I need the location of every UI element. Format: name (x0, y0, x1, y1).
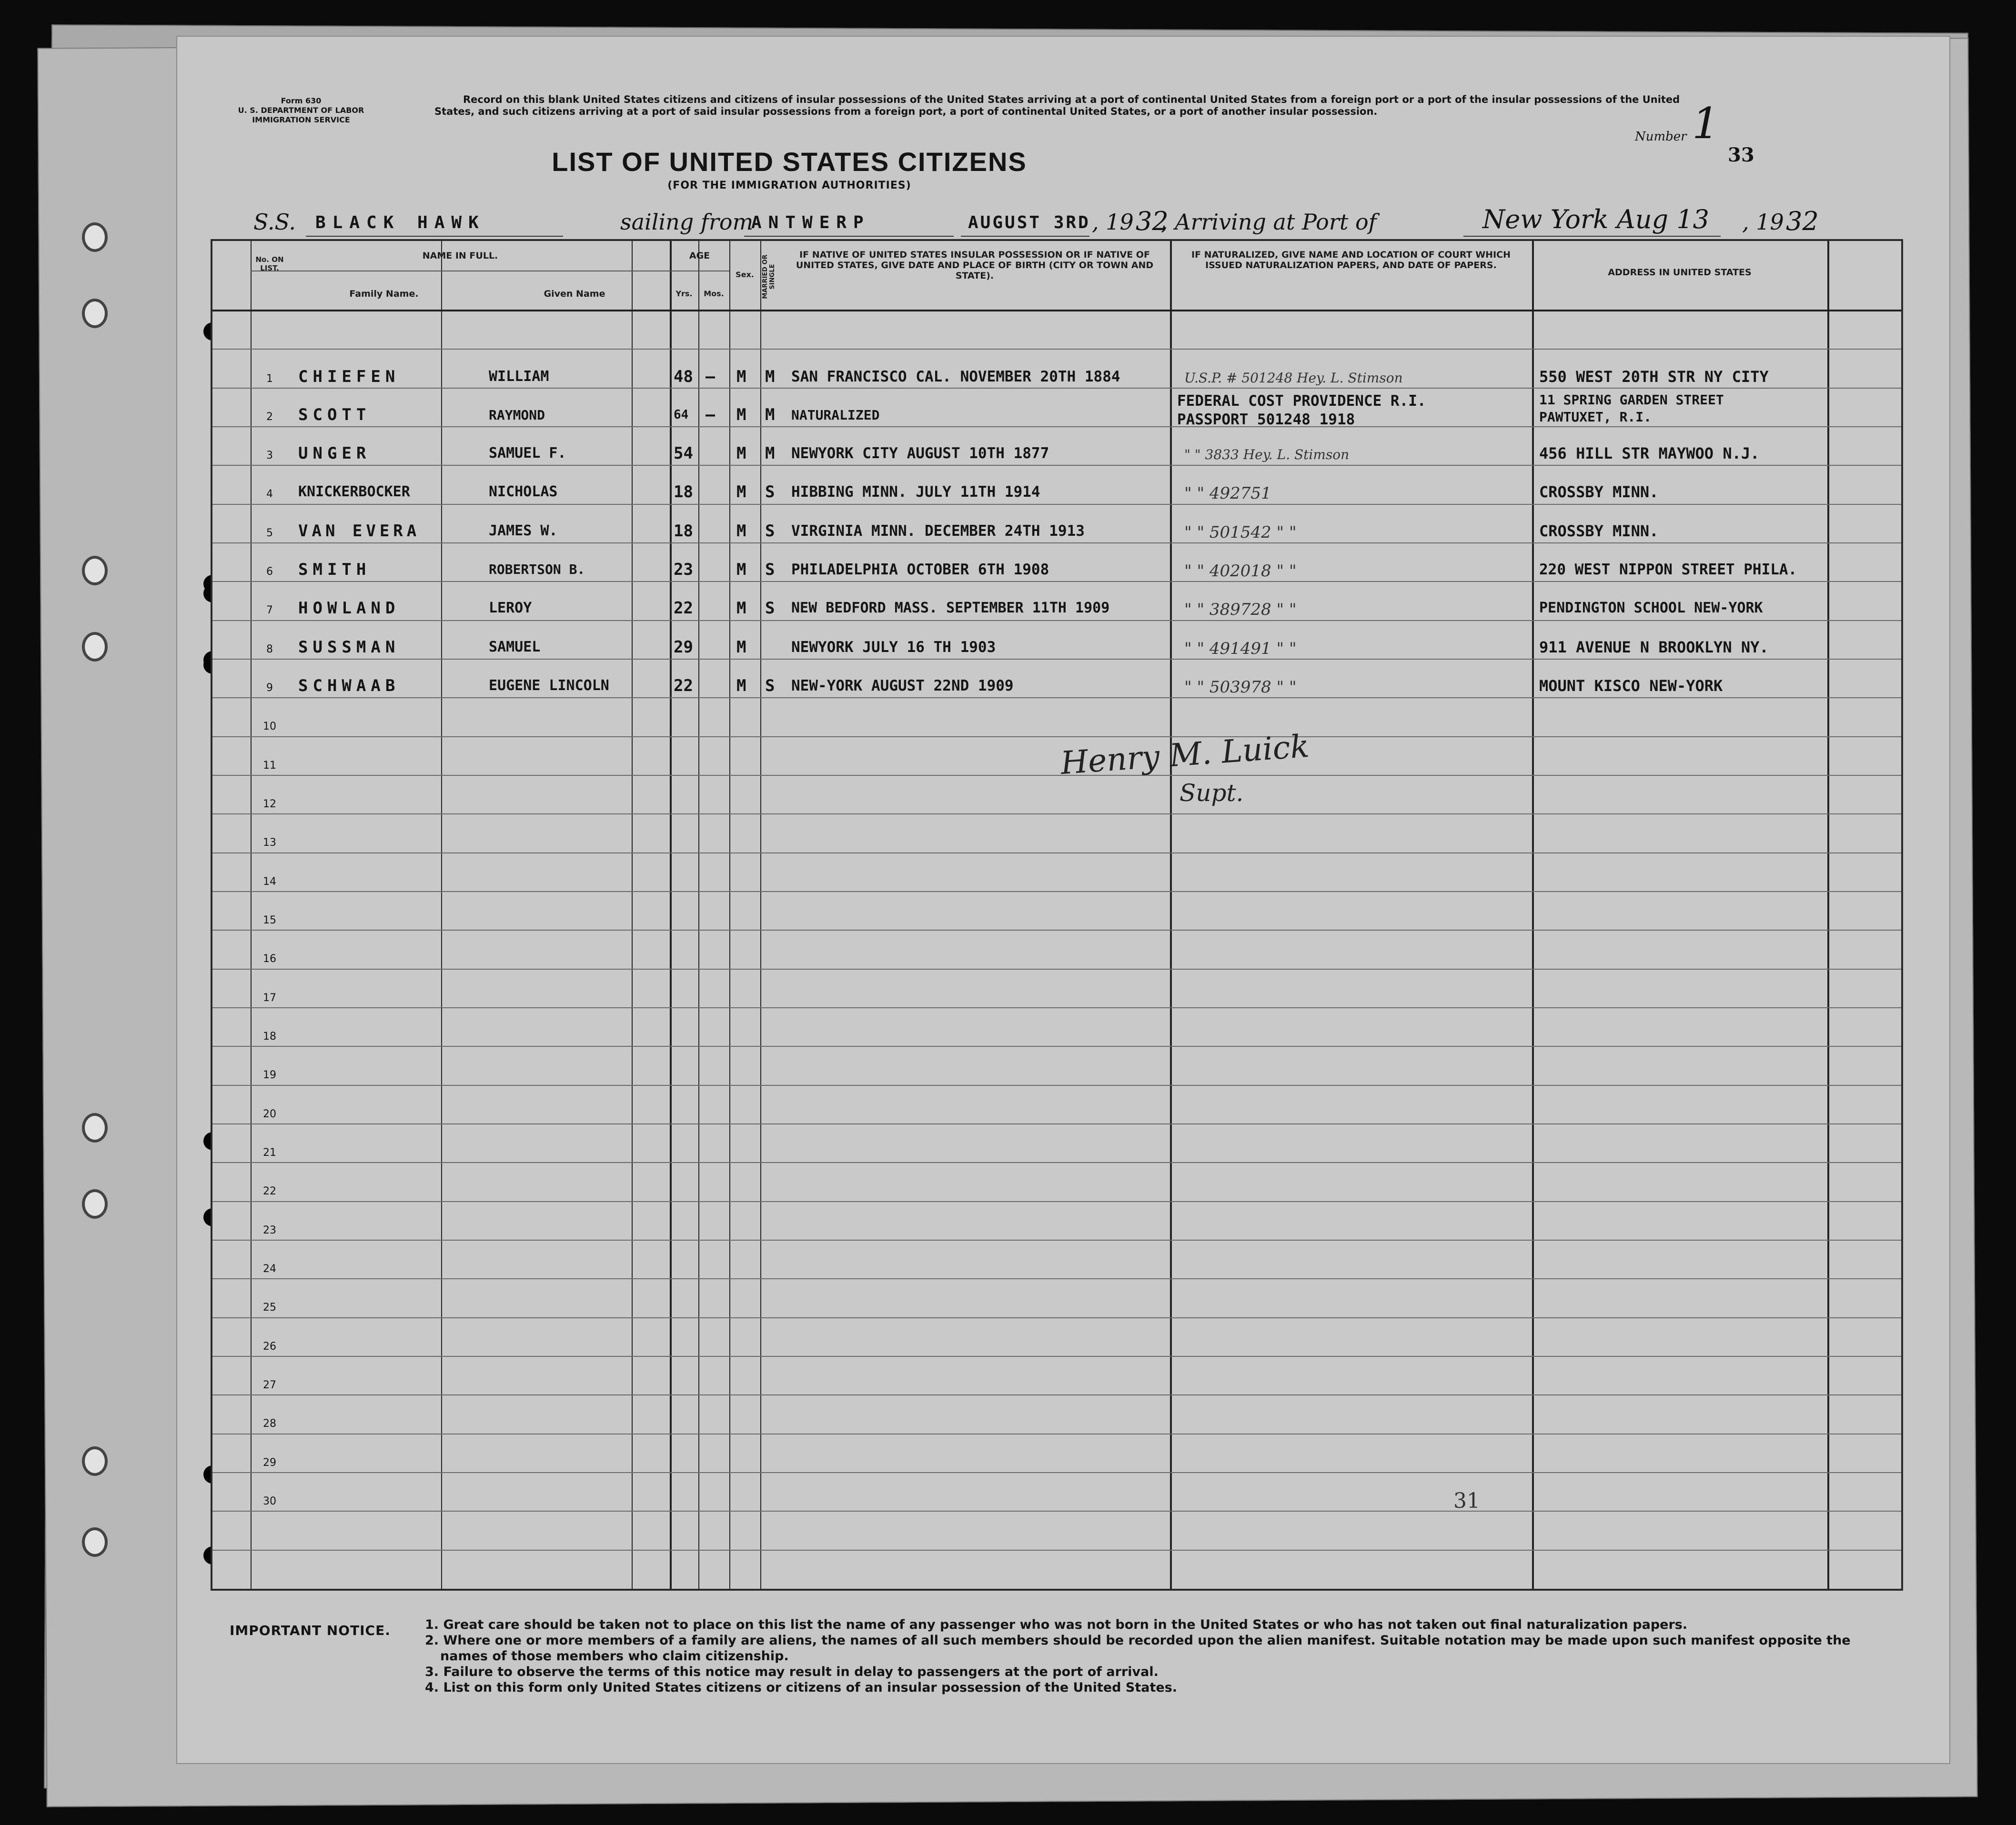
binder-hole (82, 222, 108, 252)
age-years-cell: 22 (674, 599, 693, 618)
birth-cell: SAN FRANCISCO CAL. NOVEMBER 20TH 1884 (791, 368, 1120, 385)
given-name-cell: ROBERTSON B. (489, 562, 585, 577)
officer-signature: Henry M. Luick (1059, 727, 1310, 782)
family-name-cell: KNICKERBOCKER (298, 483, 410, 500)
family-name-cell: VAN EVERA (298, 521, 421, 541)
binder-hole (82, 1113, 108, 1143)
papers-cell: " " 389728 " " (1184, 600, 1297, 619)
marital-status-cell: S (765, 676, 775, 695)
row-number: 16 (263, 953, 276, 965)
binder-hole (82, 1189, 108, 1219)
age-years-cell: 48 (674, 367, 693, 386)
age-years-cell: 23 (674, 560, 693, 579)
address-cell: CROSSBY MINN. (1539, 483, 1659, 501)
row-number: 11 (263, 760, 276, 772)
departure-date: AUGUST 3RD (968, 213, 1090, 232)
family-name-cell: SCOTT (298, 405, 371, 424)
marital-status-cell: S (765, 521, 775, 541)
age-months-cell: – (706, 367, 716, 386)
row-number: 9 (266, 682, 273, 694)
address-cell: CROSSBY MINN. (1539, 522, 1659, 540)
header-birth: IF NATIVE OF UNITED STATES INSULAR POSSESSION OR IF NATIVE OF UNITED STATES, GIVE DATE AND PLACE OF BIRTH (CITY OR TOWN AND STATE). (796, 250, 1154, 281)
marital-status-cell: S (765, 599, 775, 618)
voyage-line (225, 203, 1959, 241)
row-number: 8 (266, 643, 273, 655)
page-title: LIST OF UNITED STATES CITIZENS (552, 147, 1027, 177)
address-cell: 456 HILL STR MAYWOO N.J. (1539, 444, 1760, 462)
citizens-table (211, 239, 1903, 1591)
vessel-name: BLACK HAWK (315, 213, 485, 232)
family-name-cell: SCHWAAB (298, 676, 400, 695)
officer-title: Supt. (1179, 779, 1244, 807)
form-identifier (211, 96, 392, 125)
given-name-cell: RAYMOND (489, 409, 545, 422)
address-line-2-cell: PAWTUXET, R.I. (1539, 411, 1652, 424)
row-number: 20 (263, 1108, 276, 1120)
row-number: 12 (263, 798, 276, 810)
given-name-cell: SAMUEL F. (489, 445, 566, 461)
notice-item: 3. Failure to observe the terms of this notice may result in delay to passengers at the port of arrival. (425, 1665, 1159, 1679)
number-label: Number (1635, 130, 1687, 144)
row-number: 25 (263, 1302, 276, 1314)
row-number: 14 (263, 876, 276, 888)
notice-item: 1. Great care should be taken not to place on this list the name of any passenger who was not born in the United States or who has not taken out final naturalization papers. (425, 1617, 1688, 1632)
number-handwritten: 1 (1692, 99, 1720, 149)
form-number: Form 630 (281, 96, 322, 105)
row-number: 5 (266, 527, 273, 539)
department-name: U. S. DEPARTMENT OF LABOR (238, 106, 364, 115)
header-sex: Sex. (736, 270, 754, 279)
marital-status-cell: M (765, 444, 775, 463)
departure-port: ANTWERP (751, 213, 870, 232)
papers-cell: PASSPORT 501248 1918 (1177, 411, 1355, 428)
row-number: 30 (263, 1495, 276, 1507)
age-years-cell: 54 (674, 444, 693, 463)
sex-cell: M (736, 521, 746, 541)
given-name-cell: LEROY (489, 600, 532, 616)
given-name-cell: NICHOLAS (489, 483, 558, 500)
papers-cell: U.S.P. # 501248 Hey. L. Stimson (1184, 370, 1403, 386)
manifest-page (176, 36, 1950, 1764)
row-number: 19 (263, 1069, 276, 1081)
sex-cell: M (736, 444, 746, 463)
given-name-cell: JAMES W. (489, 522, 558, 539)
binder-hole (82, 1527, 108, 1557)
sex-cell: M (736, 599, 746, 618)
row-number: 27 (263, 1379, 276, 1391)
birth-cell: NEWYORK JULY 16 TH 1903 (791, 639, 996, 656)
papers-cell: " " 503978 " " (1184, 678, 1297, 697)
sex-cell: M (736, 482, 746, 501)
marital-status-cell: M (765, 405, 775, 424)
service-name: IMMIGRATION SERVICE (252, 115, 350, 124)
given-name-cell: SAMUEL (489, 639, 541, 655)
birth-cell: NEWYORK CITY AUGUST 10TH 1877 (791, 445, 1049, 462)
age-years-cell: 18 (674, 482, 693, 501)
family-name-cell: SMITH (298, 560, 371, 579)
birth-cell: VIRGINIA MINN. DECEMBER 24TH 1913 (791, 522, 1085, 540)
birth-cell: HIBBING MINN. JULY 11TH 1914 (791, 483, 1040, 501)
binder-hole (82, 299, 108, 328)
header-naturalized: IF NATURALIZED, GIVE NAME AND LOCATION OF COURT WHICH ISSUED NATURALIZATION PAPERS, AND DATE OF PAPERS. (1191, 250, 1511, 271)
row-number: 29 (263, 1457, 276, 1469)
address-cell: 550 WEST 20TH STR NY CITY (1539, 368, 1769, 386)
header-married-single: MARRIED OR SINGLE (762, 254, 776, 299)
row-number: 21 (263, 1147, 276, 1159)
given-name-cell: WILLIAM (489, 368, 549, 385)
papers-cell: " " 491491 " " (1184, 639, 1297, 658)
notice-item: 4. List on this form only United States citizens or citizens of an insular possession of the United States. (425, 1680, 1178, 1695)
number-stamped: 33 (1728, 144, 1754, 166)
family-name-cell: SUSSMAN (298, 638, 400, 657)
row-number: 15 (263, 914, 276, 926)
margin-mark: 31 (1453, 1489, 1480, 1513)
arrival-year: 32 (1786, 206, 1819, 236)
age-years-cell: 29 (674, 638, 693, 657)
notice-label: IMPORTANT NOTICE. (230, 1623, 391, 1638)
vessel-prefix: S.S. (253, 209, 296, 235)
given-name-cell: EUGENE LINCOLN (489, 677, 609, 694)
header-address: ADDRESS IN UNITED STATES (1608, 267, 1752, 278)
departure-year-prefix: , 19 (1092, 209, 1134, 235)
row-number: 18 (263, 1031, 276, 1043)
papers-cell: " " 402018 " " (1184, 562, 1297, 581)
binder-hole (82, 1446, 108, 1476)
header-name-in-full: NAME IN FULL. (422, 251, 498, 261)
age-years-cell: 18 (674, 521, 693, 541)
form-instructions: Record on this blank United States citizens and citizens of insular possessions of the United States arriving at a port of continental United States from a foreign port or a port of the insular possessions of the United States, and such citizens arriving at a port of said insular possessions from a foreign port, a port of continental United States, or a port of another insular possession. (434, 94, 1680, 117)
address-cell: 11 SPRING GARDEN STREET (1539, 393, 1724, 407)
address-cell: PENDINGTON SCHOOL NEW-YORK (1539, 600, 1763, 616)
page-subtitle: (FOR THE IMMIGRATION AUTHORITIES) (667, 180, 911, 191)
age-years-cell: 22 (674, 676, 693, 695)
family-name-cell: HOWLAND (298, 599, 400, 618)
papers-cell: " " 492751 (1184, 484, 1271, 503)
naturalization-court-cell: FEDERAL COST PROVIDENCE R.I. (1177, 392, 1426, 410)
age-months-cell: – (706, 405, 716, 424)
marital-status-cell: M (765, 367, 775, 386)
sex-cell: M (736, 676, 746, 695)
row-number: 6 (266, 566, 273, 578)
birth-cell: NATURALIZED (791, 409, 880, 422)
header-given-name: Given Name (544, 289, 605, 299)
address-cell: 220 WEST NIPPON STREET PHILA. (1539, 561, 1797, 578)
row-number: 7 (266, 604, 273, 616)
papers-cell: " " 501542 " " (1184, 523, 1297, 542)
important-notice (425, 1617, 1902, 1695)
address-cell: MOUNT KISCO NEW-YORK (1539, 677, 1723, 695)
row-number: 26 (263, 1341, 276, 1353)
birth-cell: PHILADELPHIA OCTOBER 6TH 1908 (791, 561, 1049, 578)
family-name-cell: CHIEFEN (298, 367, 400, 386)
family-name-cell: UNGER (298, 444, 371, 463)
binder-hole (82, 632, 108, 662)
arriving-label: , Arriving at Port of (1161, 209, 1377, 235)
row-number: 10 (263, 721, 276, 732)
birth-cell: NEW BEDFORD MASS. SEPTEMBER 11TH 1909 (791, 600, 1110, 616)
arrival-year-prefix: , 19 (1742, 209, 1784, 235)
row-number: 2 (266, 411, 273, 423)
sex-cell: M (736, 560, 746, 579)
sex-cell: M (736, 367, 746, 386)
row-number: 23 (263, 1224, 276, 1236)
birth-cell: NEW-YORK AUGUST 22ND 1909 (791, 677, 1014, 694)
header-yrs: Yrs. (675, 289, 693, 298)
arrival-port-date: New York Aug 13 (1482, 204, 1709, 234)
header-mos: Mos. (704, 289, 724, 298)
address-cell: 911 AVENUE N BROOKLYN NY. (1539, 638, 1769, 656)
row-number: 4 (266, 488, 273, 500)
row-number: 17 (263, 992, 276, 1004)
sex-cell: M (736, 638, 746, 657)
header-family-name: Family Name. (349, 289, 419, 299)
header-no-on-list: No. ON LIST. (255, 255, 284, 272)
row-number: 13 (263, 837, 276, 849)
sailing-label: sailing from (620, 209, 754, 235)
papers-cell: " " 3833 Hey. L. Stimson (1184, 447, 1350, 462)
marital-status-cell: S (765, 482, 775, 501)
binder-hole (82, 556, 108, 585)
age-years-cell: 64 (674, 408, 689, 422)
row-number: 22 (263, 1185, 276, 1197)
row-number: 28 (263, 1418, 276, 1430)
header-age: AGE (689, 251, 710, 261)
departure-year: 32 (1136, 206, 1169, 236)
sex-cell: M (736, 405, 746, 424)
notice-item: 2. Where one or more members of a family are aliens, the names of all such members should be recorded upon the alien manifest. Suitable notation may be made upon such manifest opposite the names of those members who claim citizenship. (425, 1633, 1851, 1664)
row-number: 3 (266, 450, 273, 461)
row-number: 1 (266, 373, 273, 385)
row-number: 24 (263, 1263, 276, 1275)
marital-status-cell: S (765, 560, 775, 579)
